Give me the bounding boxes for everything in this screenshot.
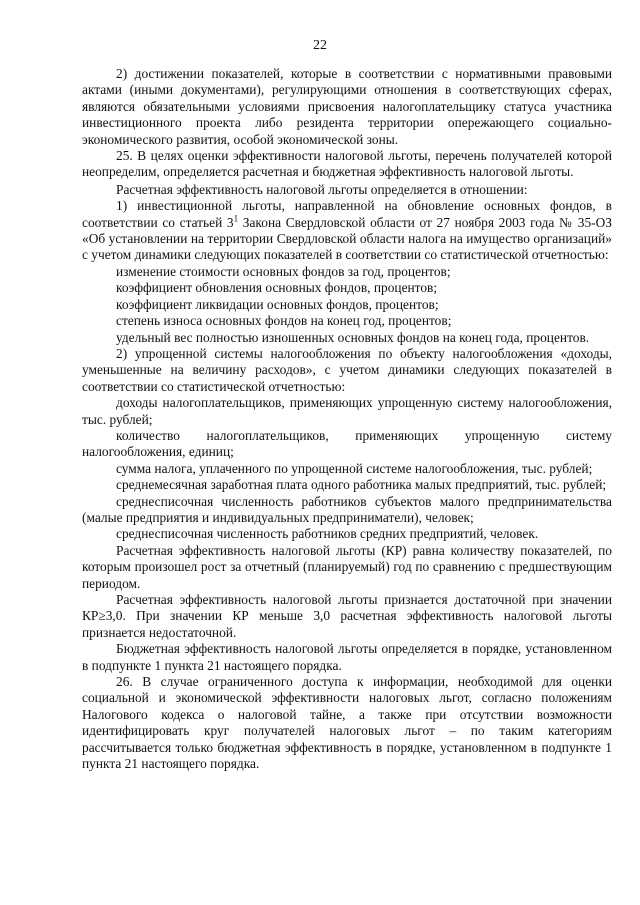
indicator-renewal-coefficient: коэффициент обновления основных фондов, процентов;: [116, 280, 438, 296]
investment-benefit-text-after: Закона Свердловской области от 27 ноября 2003 года № 35-ОЗ «Об установлении на территории Свердловской области налога на имущество организаций» с учетом динамики следующих показателей в соответствии со статистической отчетностью:: [82, 214, 612, 263]
indicator-taxpayer-income: доходы налогоплательщиков, применяющих упрощенную систему налогообложения, тыс. рублей;: [82, 395, 612, 427]
paragraph-kr-threshold: Расчетная эффективность налоговой льготы признается достаточной при значении КР≥3,0. При значении КР меньше 3,0 расчетная эффективность налоговой льготы признается недостаточной.: [82, 592, 612, 640]
indicator-medium-business-headcount: среднесписочная численность работников средних предприятий, человек.: [116, 526, 539, 542]
page-number: 22: [313, 38, 327, 53]
paragraph-investment-benefit: [82, 198, 612, 264]
paragraph-item-26: 26. В случае ограниченного доступа к информации, необходимой для оценки социальной и экономической эффективности налоговых льгот, согласно положениям Налогового кодекса о налоговой тайне, а также при отсутствии возможности идентифицировать круг получателей налоговых льгот – по таким категориям рассчитывается только бюджетная эффективность в порядке, установленном в подпункте 1 пункта 21 настоящего порядка.: [82, 674, 612, 772]
paragraph-budget-efficiency: Бюджетная эффективность налоговой льготы определяется в порядке, установленном в подпункте 1 пункта 21 настоящего порядка.: [82, 641, 612, 673]
paragraph-simplified-tax-system: 2) упрощенной системы налогообложения по объекту налогообложения «доходы, уменьшенные на величину расходов», с учетом динамики следующих показателей в соответствии со статистической отчетностью:: [82, 345, 612, 394]
indicator-worn-out-share: удельный вес полностью изношенных основных фондов на конец года, процентов.: [116, 329, 590, 345]
indicator-liquidation-coefficient: коэффициент ликвидации основных фондов, процентов;: [116, 296, 439, 312]
document-body: [82, 66, 612, 772]
indicator-taxpayer-count: количество налогоплательщиков, применяющих упрощенную систему налогообложения, единиц;: [82, 427, 612, 460]
indicator-tax-amount: сумма налога, уплаченного по упрощенной системе налогообложения, тыс. рублей;: [116, 460, 593, 476]
investment-benefit-text-before: 1) инвестиционной льготы, направленной на обновление основных фондов, в соответствии со статьей 3: [82, 198, 612, 230]
paragraph-kr-definition: Расчетная эффективность налоговой льготы (КР) равна количеству показателей, по которым произошел рост за отчетный (планируемый) год по сравнению с предшествующим периодом.: [82, 542, 612, 591]
indicator-average-salary: среднемесячная заработная плата одного работника малых предприятий, тыс. рублей;: [116, 477, 607, 493]
indicator-small-business-headcount: среднесписочная численность работников субъектов малого предпринимательства (малые предприятия и индивидуальных предприниматели), человек;: [82, 493, 612, 525]
indicator-fixed-assets-change: изменение стоимости основных фондов за год, процентов;: [116, 263, 451, 279]
paragraph-calculated-efficiency-intro: Расчетная эффективность налоговой льготы определяется в отношении:: [116, 181, 528, 197]
paragraph-indicators-achievement: 2) достижении показателей, которые в соответствии с нормативными правовыми актами (иными документами), регулирующими отношения в соответствующих сферах, являются обязательными условиями присвоения налогоплательщику статуса участника инвестиционного проекта либо резидента территории опережающего социально-экономического развития, особой экономической зоны.: [82, 66, 612, 147]
article-superscript: 1: [233, 213, 239, 224]
indicator-wear-degree: степень износа основных фондов на конец год, процентов;: [116, 313, 452, 329]
paragraph-item-25: 25. В целях оценки эффективности налоговой льготы, перечень получателей которой неопределим, определяется расчетная и бюджетная эффективность налоговой льготы.: [82, 148, 612, 180]
